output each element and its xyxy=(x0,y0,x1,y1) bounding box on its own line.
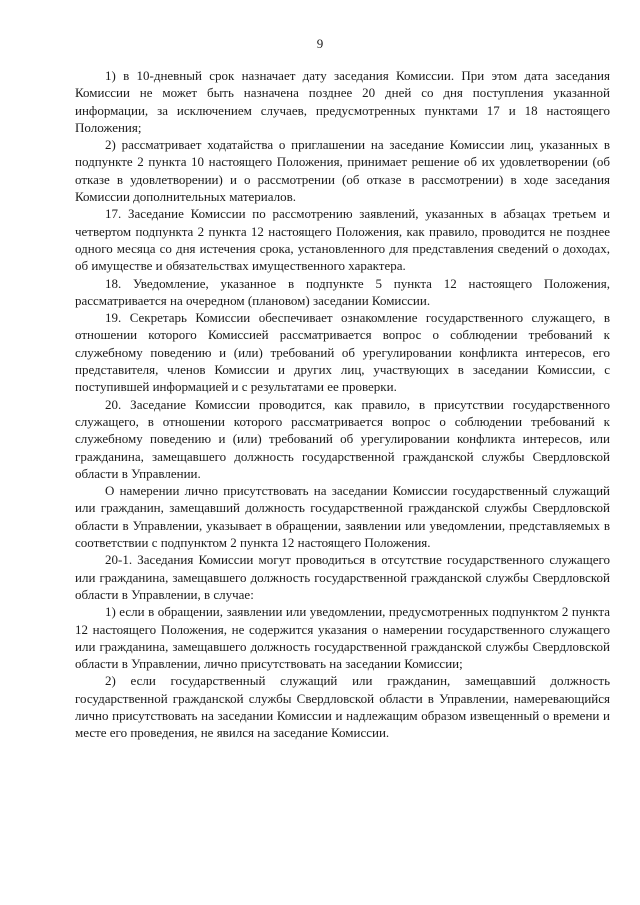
paragraph: О намерении лично присутствовать на заседании Комиссии государственный служащий или гражданин, замещавший должность государственной гражданской службы Свердловской области в Управлении, указывает в обращении, заявлении или уведомлении, представляемых в соответствии с подпунктом 2 пункта 12 настоящего Положения. xyxy=(75,483,610,551)
paragraph: 2) если государственный служащий или гражданин, замещавший должность государственной гражданской службы Свердловской области в Управлении, намеревающийся лично присутствовать на заседании Комиссии и надлежащим образом извещенный о времени и месте его проведения, не явился на заседание Комиссии. xyxy=(75,673,610,741)
paragraph: 20. Заседание Комиссии проводится, как правило, в присутствии государственного служащего, в отношении которого рассматривается вопрос о соблюдении требований к служебному поведению и (или) требований об урегулировании конфликта интересов, или гражданина, замещавшего должность государственной гражданской службы Свердловской области в Управлении. xyxy=(75,396,610,481)
paragraph: 1) если в обращении, заявлении или уведомлении, предусмотренных подпунктом 2 пункта 12 настоящего Положения, не содержится указания о намерении государственного служащего или гражданина, замещавшего должность государственной гражданской службы Свердловской области в Управлении, лично присутствовать на заседании Комиссии; xyxy=(75,604,610,672)
paragraph: 20-1. Заседания Комиссии могут проводиться в отсутствие государственного служащего или гражданина, замещавшего должность государственной гражданской службы Свердловской области в Управлении, в случае: xyxy=(75,552,610,602)
paragraph: 18. Уведомление, указанное в подпункте 5 пункта 12 настоящего Положения, рассматривается на очередном (плановом) заседании Комиссии. xyxy=(75,275,610,308)
document-body xyxy=(75,67,610,742)
paragraph: 19. Секретарь Комиссии обеспечивает ознакомление государственного служащего, в отношении которого Комиссией рассматривается вопрос о соблюдении требований к служебному поведению и (или) требований об урегулировании конфликта интересов, его представителя, членов Комиссии и других лиц, участвующих в заседании Комиссии, с поступившей информацией и с результатами ее проверки. xyxy=(75,310,610,395)
page-number: 9 xyxy=(316,36,324,51)
paragraph: 17. Заседание Комиссии по рассмотрению заявлений, указанных в абзацах третьем и четвертом подпункта 2 пункта 12 настоящего Положения, как правило, проводится не позднее одного месяца со дня истечения срока, установленного для представления сведений о доходах, об имуществе и обязательствах имущественного характера. xyxy=(75,206,610,274)
paragraph: 2) рассматривает ходатайства о приглашении на заседание Комиссии лиц, указанных в подпункте 2 пункта 10 настоящего Положения, принимает решение об их удовлетворении (об отказе в удовлетворении) и о рассмотрении (об отказе в рассмотрении) в ходе заседания Комиссии дополнительных материалов. xyxy=(75,137,610,205)
paragraph: 1) в 10-дневный срок назначает дату заседания Комиссии. При этом дата заседания Комиссии не может быть назначена позднее 20 дней со дня поступления указанной информации, за исключением случаев, предусмотренных пунктами 17 и 18 настоящего Положения; xyxy=(75,68,610,135)
